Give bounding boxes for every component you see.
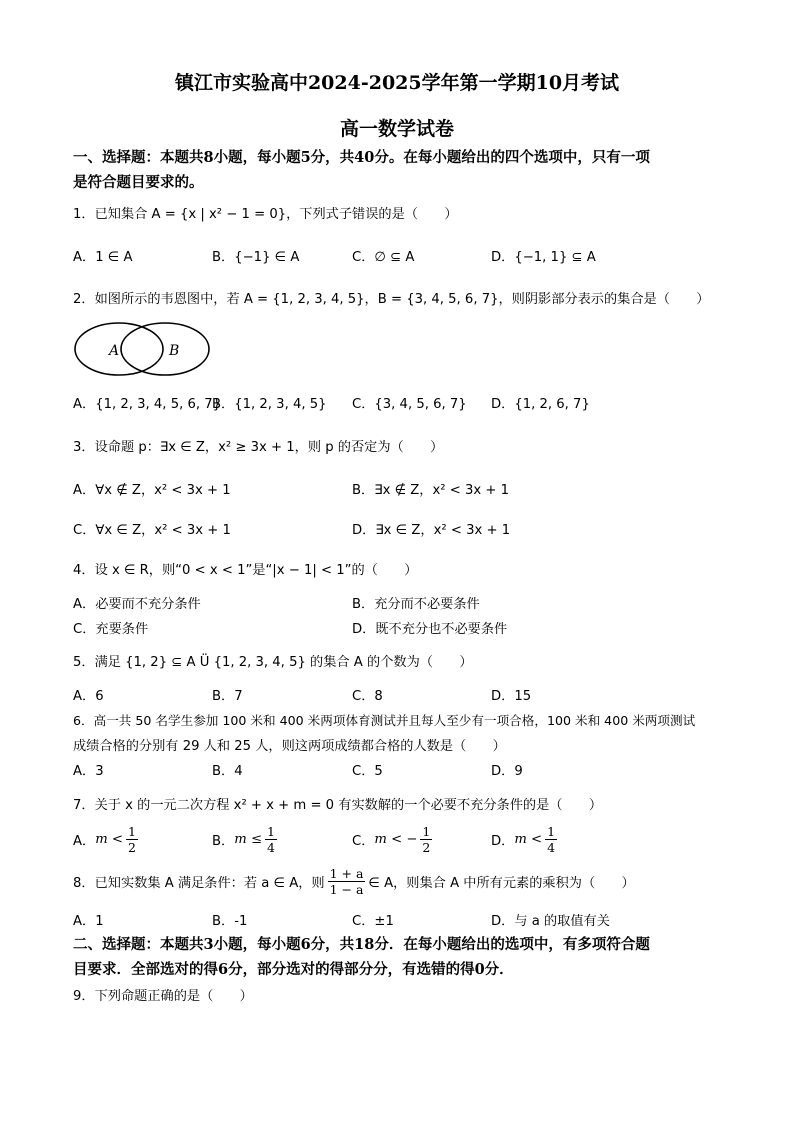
q7-option-c xyxy=(352,824,432,855)
section1-heading-line2: 是符合题目要求的。 xyxy=(73,174,204,191)
q4-option-d: D．既不充分也不必要条件 xyxy=(352,622,508,637)
q4-option-a: A．必要而不充分条件 xyxy=(73,597,201,612)
question-4-stem: 4．设 x ∈ R，则“0 < x < 1”是“|x − 1| < 1”的（ ） xyxy=(73,563,418,578)
q3-option-c: C．∀x ∈ Z，x² < 3x + 1 xyxy=(73,523,231,538)
question-7-stem: 7．关于 x 的一元二次方程 x² + x + m = 0 有实数解的一个必要不充分条件的是（ ） xyxy=(73,798,603,813)
q8-stem-pre: 8．已知实数集 A 满足条件：若 a ∈ A，则 xyxy=(73,876,325,891)
question-9-stem: 9．下列命题正确的是（ ） xyxy=(73,989,253,1004)
q7-option-c-fraction xyxy=(420,824,432,855)
q2-option-b: B．{1, 2, 3, 4, 5} xyxy=(212,397,327,412)
q1-option-c: C．∅ ⊆ A xyxy=(352,250,415,265)
q7-option-b-label: B． xyxy=(212,834,235,849)
fraction-numerator: 1 xyxy=(547,824,556,839)
q7-option-b-relation: m ≤ xyxy=(234,832,262,847)
section2-heading-line1: 二、选择题：本题共3小题，每小题6分，共18分．在每小题给出的选项中，有多项符合题 xyxy=(73,936,650,953)
q7-option-b-fraction xyxy=(265,824,277,855)
q2-option-a: A．{1, 2, 3, 4, 5, 6, 7} xyxy=(73,397,222,412)
fraction-denominator: 2 xyxy=(422,840,431,855)
q7-option-d-relation: m < xyxy=(514,832,543,847)
q4-option-b: B．充分而不必要条件 xyxy=(352,597,480,612)
question-6-stem-line1: 6．高一共 50 名学生参加 100 米和 400 米两项体育测试并且每人至少有一项合格，100 米和 400 米两项测试 xyxy=(73,713,696,728)
q6-option-c: C．5 xyxy=(352,764,383,779)
q5-option-c: C．8 xyxy=(352,689,383,704)
q2-option-d: D．{1, 2, 6, 7} xyxy=(491,397,590,412)
q1-option-b: B．{−1} ∈ A xyxy=(212,250,300,265)
q2-option-c: C．{3, 4, 5, 6, 7} xyxy=(352,397,467,412)
q7-option-b xyxy=(212,824,277,855)
fraction-numerator: 1 xyxy=(127,824,136,839)
section2-heading-line2: 目要求．全部选对的得6分，部分选对的得部分分，有选错的得0分． xyxy=(73,961,514,978)
q1-option-d: D．{−1, 1} ⊆ A xyxy=(491,250,596,265)
q3-option-b: B．∃x ∉ Z，x² < 3x + 1 xyxy=(352,483,510,498)
q5-option-d: D．15 xyxy=(491,689,532,704)
q4-option-c: C．充要条件 xyxy=(73,622,149,637)
q5-option-a: A．6 xyxy=(73,689,104,704)
q7-option-a-label: A． xyxy=(73,834,96,849)
q7-option-c-relation: m < − xyxy=(374,832,418,847)
q5-option-b: B．7 xyxy=(212,689,243,704)
venn-label-b: B xyxy=(169,343,180,359)
exam-title: 镇江市实验高中2024-2025学年第一学期10月考试 xyxy=(174,72,620,94)
q6-option-b: B．4 xyxy=(212,764,243,779)
q8-fraction xyxy=(328,866,366,897)
fraction-numerator: 1 xyxy=(422,824,431,839)
fraction-numerator: 1 + a xyxy=(329,866,364,881)
question-3-stem: 3．设命题 p：∃x ∈ Z，x² ≥ 3x + 1，则 p 的否定为（ ） xyxy=(73,440,444,455)
q7-option-d-fraction xyxy=(545,824,557,855)
q1-option-a: A．1 ∈ A xyxy=(73,250,133,265)
q7-option-a xyxy=(73,824,138,855)
q7-option-a-fraction xyxy=(126,824,138,855)
q7-option-d-label: D． xyxy=(491,834,515,849)
question-8-stem xyxy=(73,866,635,897)
q3-option-d: D．∃x ∈ Z，x² < 3x + 1 xyxy=(352,523,511,538)
q8-stem-post: ∈ A，则集合 A 中所有元素的乘积为（ ） xyxy=(368,876,635,891)
question-2-stem: 2．如图所示的韦恩图中，若 A = {1, 2, 3, 4, 5}，B = {3, 4, 5, 6, 7}，则阴影部分表示的集合是（ ） xyxy=(73,292,710,307)
q8-option-d: D．与 a 的取值有关 xyxy=(491,914,610,929)
venn-diagram xyxy=(72,318,222,380)
fraction-denominator: 4 xyxy=(267,840,275,855)
q8-option-c: C．±1 xyxy=(352,914,394,929)
fraction-denominator: 2 xyxy=(127,840,136,855)
exam-subtitle: 高一数学试卷 xyxy=(339,118,454,140)
question-1-stem: 1．已知集合 A = {x | x² − 1 = 0}，下列式子错误的是（ ） xyxy=(73,207,458,222)
q7-option-a-relation: m < xyxy=(95,832,123,847)
fraction-numerator: 1 xyxy=(267,824,275,839)
fraction-denominator: 1 − a xyxy=(329,882,364,897)
question-5-stem: 5．满足 {1, 2} ⊆ A Ü {1, 2, 3, 4, 5} 的集合 A 的个数为（ ） xyxy=(73,655,473,670)
q7-option-d xyxy=(491,824,557,855)
q7-option-c-label: C． xyxy=(352,834,375,849)
q6-option-d: D．9 xyxy=(491,764,523,779)
q3-option-a: A．∀x ∉ Z，x² < 3x + 1 xyxy=(73,483,231,498)
q6-option-a: A．3 xyxy=(73,764,104,779)
q8-option-a: A．1 xyxy=(73,914,104,929)
section1-heading-line1: 一、选择题：本题共8小题，每小题5分，共40分。在每小题给出的四个选项中，只有一项 xyxy=(73,149,650,166)
fraction-denominator: 4 xyxy=(547,840,556,855)
question-6-stem-line2: 成绩合格的分别有 29 人和 25 人，则这两项成绩都合格的人数是（ ） xyxy=(73,739,506,754)
q8-option-b: B．-1 xyxy=(212,914,248,929)
venn-set-b-ellipse xyxy=(121,323,209,375)
venn-label-a: A xyxy=(109,343,120,359)
